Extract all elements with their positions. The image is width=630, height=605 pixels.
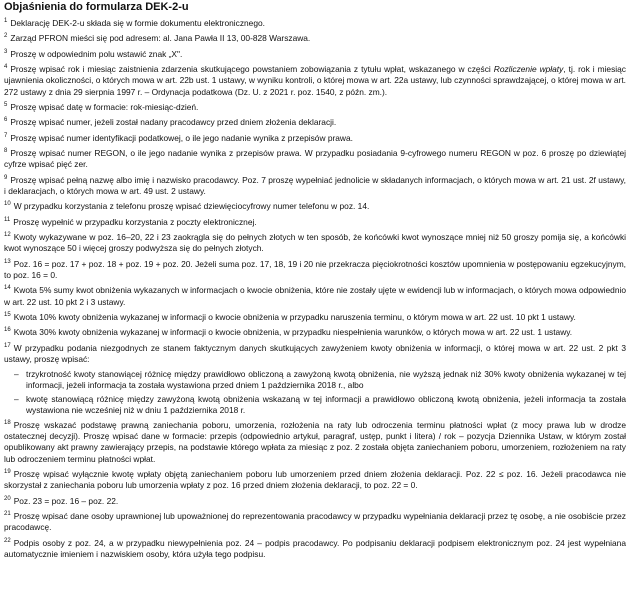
footnote-6 (4, 117, 626, 128)
footnote-4 (4, 64, 626, 98)
footnote-number: 6 (4, 117, 8, 124)
footnote-15 (4, 312, 626, 323)
footnote-number: 1 (4, 18, 8, 24)
footnote-20 (4, 496, 626, 507)
footnote-number: 21 (4, 511, 11, 518)
footnote-text: Proszę wpisać dane osoby uprawnionej lub upoważnionej do reprezentowania pracodawcy w przypadku wypełniania deklaracji przez tę osobę, a nie osobiście przez pracodawcę. (4, 511, 626, 533)
footnote-number: 18 (4, 420, 11, 427)
footnote-text: Poz. 16 = poz. 17 + poz. 18 + poz. 19 + poz. 20. Jeżeli suma poz. 17, 18, 19 i 20 nie przekracza pięciokrotności kosztów upomnienia w postępowaniu egzekucyjnym, to poz. 16 = 0. (4, 258, 626, 280)
footnote-text: Proszę w odpowiednim polu wstawić znak „X". (10, 48, 183, 59)
footnote-text: Podpis osoby z poz. 24, a w przypadku niewypełnienia poz. 24 – podpis pracodawcy. Po podpisaniu deklaracji podpisem elektronicznym poz. 24 jest wypełniana automatycznie imieniem i nazwiskiem osoby, która użyła tego podpisu. (4, 537, 626, 559)
footnote-number: 16 (4, 327, 11, 334)
footnote-3 (4, 49, 626, 60)
footnote-number: 19 (4, 469, 11, 476)
footnote-number: 8 (4, 148, 8, 155)
footnote-text: Proszę wpisać numer REGON, o ile jego nadanie wynika z przepisów prawa. W przypadku posiadania 9-cyfrowego numeru REGON w poz. 6 proszę po dziewiątej cyfrze wpisać pięć zer. (4, 148, 626, 170)
footnote-18 (4, 420, 626, 465)
footnote-number: 4 (4, 64, 8, 71)
footnote-text: Proszę wpisać numer identyfikacji podatkowej, o ile jego nadanie wynika z przepisów prawa. (10, 132, 353, 143)
footnote-22 (4, 538, 626, 560)
list-item (4, 394, 626, 416)
footnote-1 (4, 18, 626, 29)
footnote-17 (4, 343, 626, 365)
footnote-number: 3 (4, 48, 8, 55)
footnote-text: Proszę wpisać pełną nazwę albo imię i nazwisko pracodawcy. Poz. 7 proszę wypełniać jednolicie w składanych informacjach, o których mowa w art. 21 ust. 2f ustawy, i deklaracjach, o których mowa w art. 49 ust. 2 ustawy. (4, 174, 626, 196)
footnote-number: 13 (4, 258, 11, 265)
footnote-number: 20 (4, 495, 11, 502)
list-item-text: trzykrotność kwoty stanowiącej różnicę między prawidłowo obliczoną a zawyżoną kwotą obniżenia, nie wyższą jednak niż 30% kwoty obniżenia wykazanej w tej informacji, jeżeli informacja ta została wystawiona przed dniem 1 października 2018 r., albo (26, 369, 626, 391)
footnote-text: Proszę wpisać numer, jeżeli został nadany pracodawcy przed dniem złożenia deklaracji. (10, 117, 337, 128)
footnote-text: Kwoty wykazywane w poz. 16–20, 22 i 23 zaokrągla się do pełnych złotych w ten sposób, że końcówki kwot wynoszące mniej niż 50 groszy pomija się, a końcówki kwot wynoszące 50 i więcej groszy podwyższa się do pełnych złotych. (4, 232, 626, 254)
footnote-21 (4, 511, 626, 533)
footnote-number: 7 (4, 132, 8, 139)
page-title: Objaśnienia do formularza DEK-2-u (4, 1, 189, 13)
footnote-9 (4, 175, 626, 197)
footnote-text: Proszę wskazać podstawę prawną zaniechania poboru, umorzenia, rozłożenia na raty lub odroczenia terminu płatności wpłat (z mocy prawa lub w drodze ostatecznej decyzji). Proszę wpisać dane w formacie: przepis (odpowiednio artykuł, paragraf, ustęp, punkt i litera) / rok – pozycja Dziennika Ustaw, w którym został opublikowany akt prawny zawierający przepis, na podstawie którego wpłata za miesiąc z poz. 2 została objęta zaniechaniem poboru, umorzeniem, rozłożeniem na raty lub odroczeniem terminu płatności wpłat. (4, 420, 626, 464)
footnote-14 (4, 285, 626, 307)
footnote-text: W przypadku podania niezgodnych ze stanem faktycznym danych skutkujących zawyżeniem kwoty obniżenia w informacji, o której mowa w art. 22 ust. 2 pkt 3 ustawy, proszę wpisać: (4, 342, 626, 364)
list-item (4, 369, 626, 391)
footnote-17-options (4, 369, 626, 416)
footnote-text: Deklarację DEK-2-u składa się w formie dokumentu elektronicznego. (10, 18, 265, 28)
footnote-text: Kwota 30% kwoty obniżenia wykazanej w informacji o kwocie obniżenia, w przypadku niespełnienia warunków, o których mowa w art. 22 ust. 1 ustawy. (13, 327, 573, 338)
list-item-text: kwotę stanowiącą różnicę między zawyżoną kwotą obniżenia wskazaną w tej informacji a prawidłowo obliczoną kwotą obniżenia, jeżeli informacja ta została wystawiona nie wcześniej niż w dniu 1 października 2018 r. (26, 393, 626, 415)
footnote-number: 17 (4, 342, 11, 349)
footnote-text: Kwota 5% sumy kwot obniżenia wykazanych w informacjach o kwocie obniżenia, które nie zostały ujęte w ewidencji lub w informacjach, o których mowa odpowiednio w art. 22 ust. 10 pkt 2 i 3 ustawy. (4, 285, 626, 307)
footnote-number: 5 (4, 101, 8, 108)
footnote-text: Proszę wpisać wyłącznie kwotę wpłaty objętą zaniechaniem poboru lub umorzeniem przed dniem złożenia deklaracji. Poz. 22 ≤ poz. 16. Jeżeli pracodawca nie skorzystał z zaniechania poboru lub umorzenia wpłaty z poz. 16 przed dniem złożenia deklaracji, to poz. 22 = 0. (4, 469, 626, 491)
footnote-text: W przypadku korzystania z telefonu proszę wpisać dziewięciocyfrowy numer telefonu w poz. 14. (13, 201, 370, 212)
footnote-number: 14 (4, 285, 11, 292)
footnote-text: Proszę wpisać datę w formacie: rok-miesiąc-dzień. (10, 101, 199, 112)
footnote-11 (4, 217, 626, 228)
footnote-text: Kwota 10% kwoty obniżenia wykazanej w informacji o kwocie obniżenia w przypadku naruszenia terminu, o którym mowa w art. 22 ust. 10 pkt 1 ustawy. (13, 311, 576, 322)
footnote-text: Poz. 23 = poz. 16 – poz. 22. (13, 495, 119, 506)
footnote-2 (4, 33, 626, 44)
footnote-16 (4, 327, 626, 338)
dash-bullet-icon: – (14, 393, 19, 404)
footnote-5 (4, 102, 626, 113)
footnote-number: 10 (4, 201, 11, 208)
footnote-number: 22 (4, 537, 11, 544)
footnote-text: Proszę wpisać rok i miesiąc zaistnienia zdarzenia skutkującego powstaniem zobowiązania z tytułu wpłat, wskazanego w części (10, 64, 494, 75)
footnote-number: 2 (4, 33, 8, 40)
footnote-10 (4, 201, 626, 212)
footnote-7 (4, 133, 626, 144)
footnote-text: , tj. rok i miesiąc ujawnienia okoliczności, o których mowa w art. 22b ust. 1 ustawy, w wyniku kontroli, o której mowa w art. 22a ustawy, lub czynności sprawdzającej, o której mowa w art. 272 ustawy z dnia 29 sierpnia 1997 r. – Ordynacja podatkowa (Dz. U. z 2021 r. poz. 1540, z późn. zm.). (4, 64, 626, 97)
footnote-number: 15 (4, 311, 11, 318)
footnote-19 (4, 469, 626, 491)
footnote-number: 9 (4, 174, 8, 181)
footnote-number: 11 (4, 216, 11, 223)
footnote-emphasis: Rozliczenie wpłaty (493, 64, 564, 75)
footnote-12 (4, 232, 626, 254)
footnote-8 (4, 148, 626, 170)
dash-bullet-icon: – (14, 369, 19, 380)
footnote-number: 12 (4, 232, 11, 239)
footnote-13 (4, 259, 626, 281)
footnote-text: Proszę wypełnić w przypadku korzystania z poczty elektronicznej. (13, 216, 257, 227)
footnote-text: Zarząd PFRON mieści się pod adresem: al. Jana Pawła II 13, 00-828 Warszawa. (10, 33, 311, 44)
